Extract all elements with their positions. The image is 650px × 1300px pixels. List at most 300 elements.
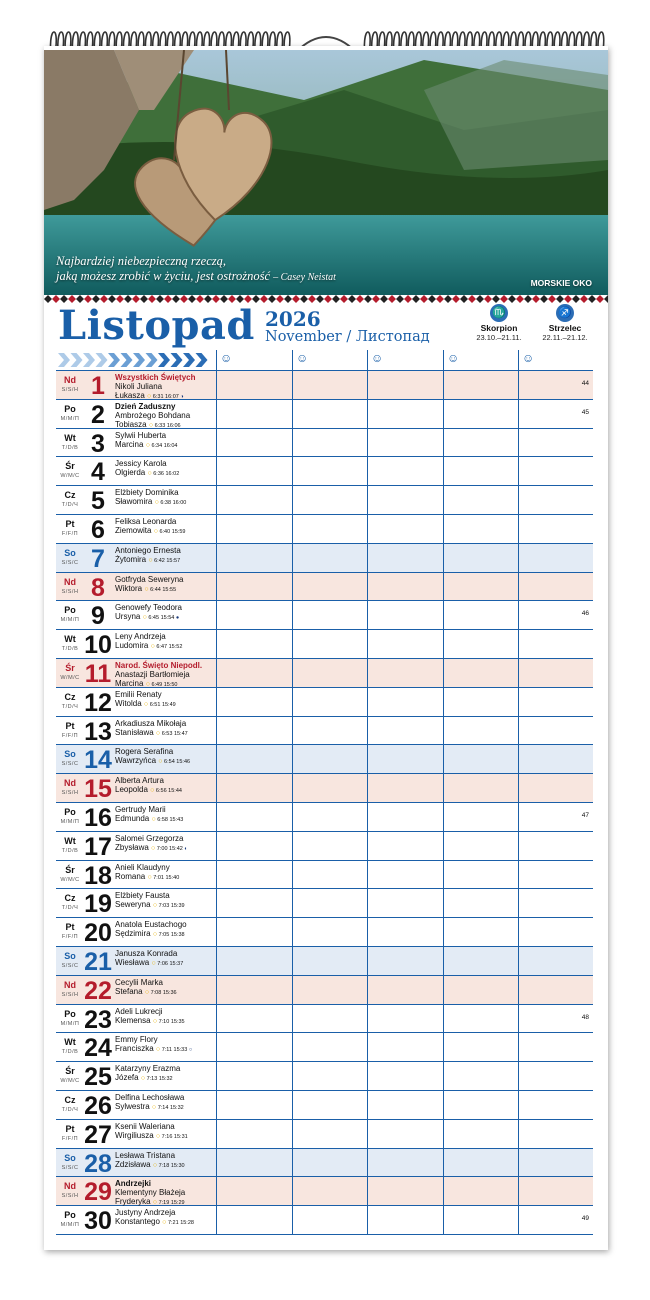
name-day-line-2: Zdzisława (115, 1159, 151, 1169)
column-divider (292, 659, 293, 687)
column-divider (443, 1177, 444, 1205)
day-row (56, 400, 593, 429)
name-day-line-1: Anastazji Bartłomieja (115, 669, 190, 679)
day-of-week: Wt (64, 835, 76, 846)
day-of-week-translations: M/M/П (60, 617, 80, 624)
column-divider (518, 1206, 519, 1234)
sun-icon: ○ (150, 643, 155, 651)
day-row (56, 659, 593, 688)
column-divider (292, 400, 293, 428)
day-of-week-translations: M/M/П (60, 1222, 80, 1229)
day-number: 5 (91, 487, 105, 516)
name-day-line-1: Anatola Eustachogo (115, 920, 187, 930)
day-row (56, 832, 593, 861)
day-number: 24 (84, 1034, 112, 1063)
sunset-time: 16:00 (172, 500, 187, 507)
column-divider (367, 918, 368, 946)
column-divider (216, 486, 217, 514)
sunset-time: 15:33 (173, 1047, 188, 1054)
column-divider (443, 688, 444, 716)
column-divider (367, 400, 368, 428)
name-day-line-2: Wawrzyńca (115, 756, 157, 766)
sun-icon: ○ (152, 1199, 158, 1207)
name-days (115, 661, 217, 690)
day-row (56, 371, 593, 400)
column-divider (216, 947, 217, 975)
name-day-line-1: Nikoli Juliana (115, 382, 163, 391)
name-day-line-2: Witolda (115, 698, 142, 708)
column-divider (367, 1177, 368, 1205)
landscape-photo (44, 50, 608, 297)
day-of-week-translations: T/D/Ч (61, 1106, 79, 1113)
column-divider (443, 1062, 444, 1090)
name-day-line-2: Konstantego (115, 1217, 160, 1227)
day-of-week: Cz (64, 691, 76, 702)
quote-line-2: jaką możesz zrobić w życiu, jest ostrożność (56, 269, 270, 283)
name-day-line-1: Genowefy Teodora (115, 603, 183, 613)
smiley-icon: ☺ (447, 351, 460, 365)
sun-times (153, 932, 185, 938)
day-of-week: Po (64, 1210, 76, 1221)
day-of-week: Po (64, 806, 76, 817)
column-divider (367, 371, 368, 399)
column-divider (443, 1149, 444, 1177)
column-divider (518, 717, 519, 745)
sunrise-time: 6:58 (157, 816, 168, 823)
column-divider (518, 1005, 519, 1033)
column-divider (216, 429, 217, 457)
sunset-time: 16:07 (165, 394, 179, 400)
day-row (56, 1091, 593, 1120)
column-divider (216, 688, 217, 716)
name-days (115, 891, 217, 911)
smiley-icon: ☺ (296, 351, 309, 365)
column-header-row (56, 350, 593, 371)
sun-icon: ○ (152, 902, 158, 910)
day-of-week-translations: S/S/Н (61, 790, 79, 797)
sunrise-time: 6:54 (164, 759, 175, 766)
column-divider (443, 976, 444, 1004)
day-of-week-translations: T/D/В (61, 1049, 79, 1056)
column-divider (367, 1091, 368, 1119)
zodiac-name: Strzelec (548, 323, 582, 333)
name-days (115, 517, 217, 537)
column-divider (216, 573, 217, 601)
sunrise-time: 6:56 (155, 788, 167, 795)
column-divider (292, 371, 293, 399)
column-divider (367, 717, 368, 745)
calendar-sheet (44, 46, 608, 1250)
moon-phase-icon: ○ (188, 1047, 193, 1054)
day-of-week-translations: S/S/Н (61, 588, 79, 595)
column-divider (292, 1120, 293, 1148)
zodiac-name: Skorpion (480, 323, 518, 333)
column-divider (216, 400, 217, 428)
column-divider (216, 1206, 217, 1234)
column-divider (443, 371, 444, 399)
column-divider (367, 1033, 368, 1061)
column-divider (367, 976, 368, 1004)
name-day-line-1: Feliksa Leonarda (115, 516, 177, 526)
sun-icon: ○ (155, 1132, 161, 1140)
day-number: 30 (84, 1207, 112, 1236)
column-divider (443, 601, 444, 629)
column-divider (518, 400, 519, 428)
sunrise-time: 7:10 (158, 1018, 170, 1025)
day-number: 27 (84, 1120, 112, 1149)
name-day-line-2: Sylwestra (115, 1101, 150, 1111)
column-divider (443, 544, 444, 572)
week-number: 49 (581, 1215, 589, 1223)
column-divider (216, 745, 217, 773)
feast-label: Narod. Święto Niepodl. (115, 660, 203, 670)
day-number: 12 (84, 688, 112, 717)
day-of-week: So (64, 950, 76, 961)
column-divider (443, 918, 444, 946)
column-divider (367, 486, 368, 514)
day-of-week: Nd (64, 576, 76, 587)
name-days (115, 603, 217, 623)
week-number: 47 (581, 811, 589, 819)
sun-times (151, 644, 183, 650)
sunrise-time: 7:16 (161, 1133, 173, 1140)
sunrise-time: 6:47 (156, 644, 168, 651)
day-of-week: Pt (65, 1123, 75, 1134)
day-of-week-translations: T/D/В (61, 444, 79, 451)
column-divider (443, 429, 444, 457)
name-days (115, 488, 217, 508)
column-divider (367, 457, 368, 485)
day-of-week: So (64, 749, 76, 760)
sunset-time: 15:47 (173, 730, 188, 737)
column-divider (216, 457, 217, 485)
day-number: 14 (84, 746, 112, 775)
name-days (115, 949, 217, 969)
column-divider (443, 486, 444, 514)
column-divider (518, 429, 519, 457)
sun-icon: ○ (140, 1075, 146, 1083)
sun-icon: ○ (155, 729, 161, 737)
sun-icon: ○ (153, 527, 158, 535)
sun-times (151, 817, 183, 823)
name-day-line-2: Fryderyka (115, 1197, 151, 1207)
column-divider (292, 1206, 293, 1234)
day-row (56, 976, 593, 1005)
sunrise-time: 6:34 (151, 442, 163, 449)
chevron-arrows-icon (58, 353, 214, 367)
name-day-line-2: Ludomira (115, 641, 149, 651)
sunrise-time: 7:03 (158, 903, 170, 910)
column-divider (518, 976, 519, 1004)
column-divider (518, 861, 519, 889)
sun-times (153, 1019, 185, 1025)
sunrise-time: 6:31 (152, 394, 164, 400)
column-divider (292, 1005, 293, 1033)
column-divider (367, 803, 368, 831)
column-divider (216, 774, 217, 802)
day-of-week: Śr (65, 461, 75, 472)
sun-times (147, 875, 179, 881)
day-row (56, 918, 593, 947)
sun-icon: ○ (151, 1103, 157, 1111)
column-divider (367, 1062, 368, 1090)
name-day-line-2: Stanisława (115, 727, 154, 737)
column-divider (443, 1120, 444, 1148)
sunset-time: 15:49 (161, 701, 176, 708)
column-divider (216, 1005, 217, 1033)
column-divider (216, 601, 217, 629)
name-day-line-2: Sławomira (115, 497, 153, 507)
day-of-week-translations: M/M/П (60, 415, 80, 422)
day-of-week-translations: W/M/С (60, 674, 80, 681)
column-divider (292, 803, 293, 831)
sun-times (150, 788, 182, 794)
column-divider (216, 832, 217, 860)
sun-icon: ○ (152, 1017, 158, 1025)
name-day-line-2: Zbysława (115, 842, 149, 852)
day-of-week: Wt (64, 432, 76, 443)
column-divider (216, 717, 217, 745)
name-day-line-1: Emilii Renaty (115, 689, 162, 699)
day-row (56, 1062, 593, 1091)
column-divider (518, 601, 519, 629)
column-divider (367, 1120, 368, 1148)
column-divider (518, 947, 519, 975)
column-divider (367, 774, 368, 802)
sun-icon: ○ (143, 700, 149, 708)
day-of-week: Pt (65, 518, 75, 529)
column-divider (367, 515, 368, 543)
name-days (115, 1064, 217, 1084)
day-row (56, 1005, 593, 1034)
column-divider (367, 573, 368, 601)
day-row (56, 429, 593, 458)
zodiac-dates: 23.10.–21.11. (476, 333, 522, 342)
sun-icon: ○ (158, 758, 163, 766)
name-days (115, 373, 217, 402)
day-of-week: Cz (64, 893, 76, 904)
sun-times (153, 903, 185, 909)
sun-times (151, 846, 188, 852)
sunset-time: 15:57 (166, 557, 181, 564)
moon-phase-icon: ◑ (180, 394, 184, 400)
column-divider (216, 515, 217, 543)
name-day-line-2: Ursyna (115, 612, 141, 622)
smiley-icon: ☺ (220, 351, 233, 365)
day-number: 3 (91, 429, 105, 458)
sun-times (141, 1076, 173, 1082)
month-title: Listopad (58, 302, 255, 349)
sunrise-time: 7:06 (157, 960, 168, 967)
sun-icon: ○ (162, 1219, 167, 1227)
column-divider (292, 601, 293, 629)
name-day-line-2: Seweryna (115, 900, 151, 910)
sunrise-time: 7:01 (153, 874, 164, 881)
name-days (115, 1151, 217, 1171)
sunset-time: 15:30 (170, 1162, 185, 1169)
name-day-line-2: Romana (115, 871, 146, 881)
name-day-line-2: Ziemowita (115, 525, 152, 535)
column-divider (518, 774, 519, 802)
name-days (115, 920, 217, 940)
day-of-week: Wt (64, 634, 76, 645)
sunset-time: 16:02 (165, 471, 180, 478)
day-number: 25 (84, 1063, 112, 1092)
day-row (56, 803, 593, 832)
name-days (115, 1007, 217, 1027)
day-row (56, 601, 593, 630)
day-number: 21 (84, 947, 112, 976)
column-divider (216, 1120, 217, 1148)
sunset-time: 15:54 (160, 615, 175, 622)
column-divider (443, 457, 444, 485)
name-day-line-2: Leopolda (115, 785, 148, 795)
day-number: 26 (84, 1091, 112, 1120)
sun-icon: ○ (145, 441, 150, 449)
sunrise-time: 6:42 (154, 557, 165, 564)
name-day-line-1: Jessicy Karola (115, 459, 167, 469)
column-divider (216, 544, 217, 572)
day-row (56, 457, 593, 486)
day-number: 4 (91, 458, 105, 487)
day-row (56, 486, 593, 515)
sunset-time: 15:28 (180, 1220, 194, 1227)
sun-icon: ○ (147, 470, 152, 478)
column-divider (292, 515, 293, 543)
week-number: 48 (581, 1013, 589, 1021)
day-of-week: Nd (64, 375, 76, 385)
name-day-line-1: Ksenii Waleriana (115, 1121, 175, 1131)
sunset-time: 15:44 (168, 788, 182, 795)
day-of-week-translations: T/D/Ч (61, 905, 79, 912)
name-days (115, 690, 217, 710)
sun-icon: ○ (147, 873, 152, 881)
day-of-week-translations: S/S/Н (61, 1193, 79, 1200)
day-of-week: Po (64, 403, 76, 414)
column-divider (216, 1149, 217, 1177)
column-divider (443, 832, 444, 860)
column-divider (216, 1033, 217, 1061)
column-divider (292, 774, 293, 802)
sunrise-time: 6:38 (160, 500, 172, 507)
day-row (56, 630, 593, 659)
column-divider (216, 1091, 217, 1119)
name-days (115, 978, 217, 998)
day-of-week: Śr (65, 864, 75, 875)
day-number: 7 (91, 544, 105, 573)
sun-times (152, 1105, 184, 1111)
name-day-line-2: Marcina (115, 439, 144, 449)
sun-times (147, 471, 179, 477)
column-divider (292, 1177, 293, 1205)
column-divider (292, 832, 293, 860)
sunrise-time: 7:21 (167, 1220, 179, 1227)
feast-label: Wszystkich Świętych (115, 373, 196, 382)
sunrise-time: 6:33 (154, 422, 166, 429)
name-day-line-2: Sędzimira (115, 929, 151, 939)
day-number: 29 (84, 1178, 112, 1207)
smiley-icon: ☺ (371, 351, 384, 365)
column-divider (216, 803, 217, 831)
name-day-line-1: Cecylii Marka (115, 977, 164, 987)
column-divider (518, 889, 519, 917)
day-of-week-translations: W/M/С (60, 473, 80, 480)
name-day-line-1: Delfina Lechosława (115, 1092, 185, 1102)
day-number: 6 (91, 515, 105, 544)
feast-label: Andrzejki (115, 1179, 152, 1189)
column-divider (216, 630, 217, 658)
sunset-time: 15:39 (170, 903, 185, 910)
column-divider (518, 1033, 519, 1061)
column-divider (216, 1177, 217, 1205)
sunset-time: 15:59 (171, 528, 186, 535)
column-divider (367, 889, 368, 917)
column-divider (518, 832, 519, 860)
day-of-week-translations: F/F/П (61, 1135, 79, 1142)
day-of-week: Pt (65, 720, 75, 731)
column-divider (443, 659, 444, 687)
sunrise-time: 6:45 (148, 615, 160, 622)
day-of-week: Po (64, 1008, 76, 1019)
sun-times (151, 961, 183, 967)
sun-icon: ○ (152, 1161, 158, 1169)
name-days (115, 776, 217, 796)
column-divider (292, 630, 293, 658)
day-row (56, 1033, 593, 1062)
column-divider (367, 861, 368, 889)
column-divider (518, 515, 519, 543)
day-of-week-translations: T/D/Ч (61, 502, 79, 509)
name-day-line-2: Józefa (115, 1073, 139, 1083)
column-divider (292, 947, 293, 975)
month-header (44, 304, 608, 356)
sunset-time: 15:32 (158, 1076, 173, 1083)
sunrise-time: 6:51 (149, 701, 161, 708)
scorpio-icon: ♏ (490, 304, 508, 322)
zodiac-scorpio (467, 304, 531, 342)
sunset-time: 15:37 (169, 960, 184, 967)
name-day-line-2: Wirgiliusza (115, 1130, 154, 1140)
sun-icon: ○ (151, 815, 156, 823)
name-day-line-1: Arkadiusza Mikołaja (115, 718, 187, 728)
name-days (115, 1122, 217, 1142)
day-of-week-translations: M/M/П (60, 1020, 80, 1027)
column-divider (292, 861, 293, 889)
sun-times (155, 500, 187, 506)
name-days (115, 719, 217, 739)
day-row (56, 1120, 593, 1149)
day-number: 23 (84, 1005, 112, 1034)
day-row (56, 774, 593, 803)
name-day-line-2: Wiesława (115, 957, 150, 967)
sunset-time: 15:40 (165, 874, 180, 881)
sun-times (156, 1134, 188, 1140)
day-of-week: Pt (65, 922, 75, 933)
sunrise-time: 7:05 (158, 932, 170, 939)
column-divider (292, 1149, 293, 1177)
name-days (115, 834, 217, 854)
month-subtitle: November / Листопад (265, 329, 430, 345)
day-number: 19 (84, 890, 112, 919)
name-day-line-2: Olgierda (115, 468, 146, 478)
day-number: 13 (84, 717, 112, 746)
column-divider (443, 1206, 444, 1234)
name-day-line-1: Anieli Klaudyny (115, 862, 170, 872)
day-number: 16 (84, 803, 112, 832)
sunset-time: 15:32 (169, 1104, 184, 1111)
column-divider (443, 947, 444, 975)
day-number: 2 (91, 400, 105, 429)
